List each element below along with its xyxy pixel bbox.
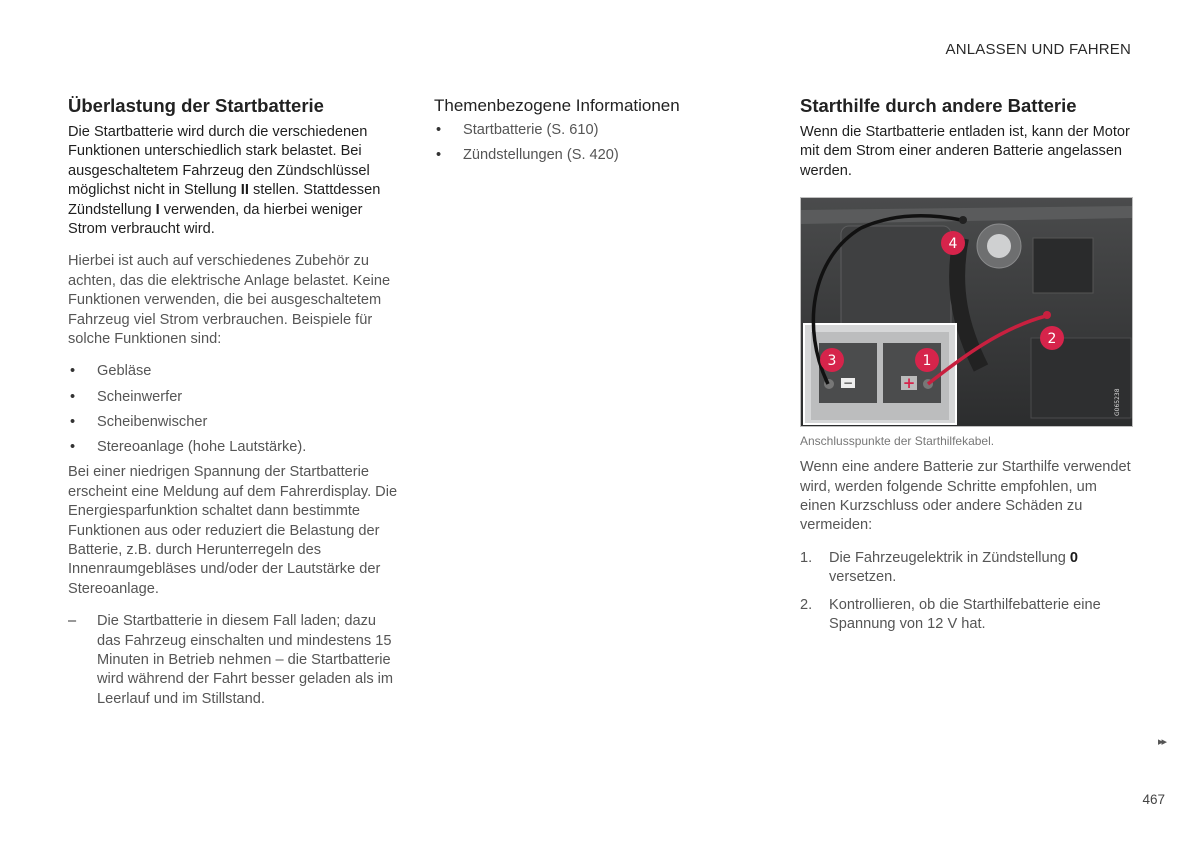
callout-4-label: 4 xyxy=(948,236,958,253)
callout-2-label: 2 xyxy=(1047,331,1057,348)
continue-arrow-icon: ▸▸ xyxy=(1157,736,1165,748)
minus-symbol: − xyxy=(842,376,854,391)
low-voltage-paragraph: Bei einer niedrigen Spannung der Startbatterie erscheint eine Meldung auf dem Fahrerdisplay. Die Energiesparfunktion schaltet dann bestimmte Funktionen aus oder reduziert die Belastung der Batterie, z.B. durch Herunterregeln des Innenraumgebläses und/oder der Lautstärke der Stereoanlage. xyxy=(68,464,398,597)
list-item-text: Zündstellungen (S. 420) xyxy=(463,147,619,164)
list-item-text: Stereoanlage (hohe Lautstärke). xyxy=(97,439,307,456)
bullet-marker: • xyxy=(70,388,76,405)
accessory-paragraph: Hierbei ist auch auf verschiedenes Zubehör zu achten, das die elektrische Anlage belastet. Keine Funktionen verwenden, die bei ausgeschaltetem Fahrzeug viel Strom verbrauchen. Beispiele für solche Funktionen sind: xyxy=(68,253,391,348)
intro-paragraph xyxy=(68,123,398,239)
step-text xyxy=(829,550,1078,585)
list-item-text: Scheibenwischer xyxy=(97,413,208,430)
step-item xyxy=(800,596,1134,635)
emphasis: 0 xyxy=(1069,549,1079,566)
plus-symbol: + xyxy=(902,374,916,393)
section-title-overload: Überlastung der Startbatterie xyxy=(68,95,324,116)
list-item xyxy=(68,362,398,381)
bullet-marker: • xyxy=(70,413,76,430)
engine-bay-illustration xyxy=(800,197,1133,427)
column-left xyxy=(68,93,398,709)
list-item xyxy=(68,388,398,407)
related-links xyxy=(434,121,754,166)
step-text xyxy=(829,597,1101,632)
bullet-marker: • xyxy=(70,363,76,380)
callout-3 xyxy=(820,348,844,372)
text-run: verwenden, da hierbei weniger Strom verbraucht wird. xyxy=(68,201,363,238)
list-item-text: Startbatterie (S. 610) xyxy=(463,122,599,138)
related-info-title: Themenbezogene Informationen xyxy=(434,96,680,115)
text-run: Die Fahrzeugelektrik in Zündstellung xyxy=(829,549,1070,566)
engine-bay-svg xyxy=(801,198,1132,426)
list-item-text: Die Startbatterie in diesem Fall laden; dazu das Fahrzeug einschalten und mindestens 15 Minuten in Betrieb nehmen – die Startbatterie wird während der Fahrt besser geladen als im Leerlauf und im Stillstand. xyxy=(97,613,394,707)
emphasis: I xyxy=(155,201,160,218)
list-item-text: Gebläse xyxy=(97,363,152,380)
callout-2 xyxy=(1040,326,1064,350)
list-item xyxy=(68,438,398,457)
reservoir-cap-top xyxy=(987,234,1011,258)
list-item-text: Scheinwerfer xyxy=(97,388,183,405)
step-item xyxy=(800,549,1134,588)
function-list xyxy=(68,362,398,457)
step-number: 1. xyxy=(800,549,813,566)
text-run: Kontrollieren, ob die Starthilfebatterie eine Spannung von 12 V hat. xyxy=(829,596,1101,633)
text-run: Die Startbatterie wird durch die verschiedenen Funktionen unterschiedlich stark belastet. Bei ausgeschaltetem Fahrzeug den Zündschlüssel möglichst nicht in Stellung xyxy=(68,124,370,199)
jumpstart-paragraph: Wenn eine andere Batterie zur Starthilfe verwendet wird, werden folgende Schritte empfohlen, um einen Kurzschluss oder andere Schäden zu vermeiden: xyxy=(800,459,1131,534)
section-title-jumpstart: Starthilfe durch andere Batterie xyxy=(800,95,1077,116)
list-item xyxy=(68,612,398,709)
callout-3-label: 3 xyxy=(827,353,837,370)
callout-1-label: 1 xyxy=(922,353,932,370)
positive-jump-point xyxy=(1043,311,1051,319)
list-item xyxy=(68,413,398,432)
emphasis: II xyxy=(240,182,249,199)
text-run: stellen. Stattdessen Zündstellung xyxy=(68,182,381,218)
bullet-marker: • xyxy=(436,147,442,164)
page-number: 467 xyxy=(1142,792,1165,807)
column-middle xyxy=(434,93,754,171)
charge-instruction-list xyxy=(68,612,398,709)
dash-marker: – xyxy=(68,613,77,630)
jumpstart-steps xyxy=(800,549,1134,635)
callout-4 xyxy=(941,231,965,255)
related-link[interactable] xyxy=(434,146,754,165)
ground-jump-point xyxy=(959,216,967,224)
fuse-box xyxy=(1033,238,1093,293)
bullet-marker: • xyxy=(70,439,76,456)
figure-code: G065238 xyxy=(1114,388,1121,417)
related-link[interactable] xyxy=(434,121,754,140)
figure-caption: Anschlusspunkte der Starthilfekabel. xyxy=(800,434,995,449)
section-header: ANLASSEN UND FAHREN xyxy=(945,41,1131,58)
text-run: versetzen. xyxy=(829,569,897,586)
step-number: 2. xyxy=(800,596,813,613)
column-right xyxy=(800,93,1134,642)
bullet-marker: • xyxy=(436,122,442,138)
callout-1 xyxy=(915,348,939,372)
jumpstart-intro: Wenn die Startbatterie entladen ist, kann der Motor mit dem Strom einer anderen Batterie angelassen werden. xyxy=(800,124,1130,179)
